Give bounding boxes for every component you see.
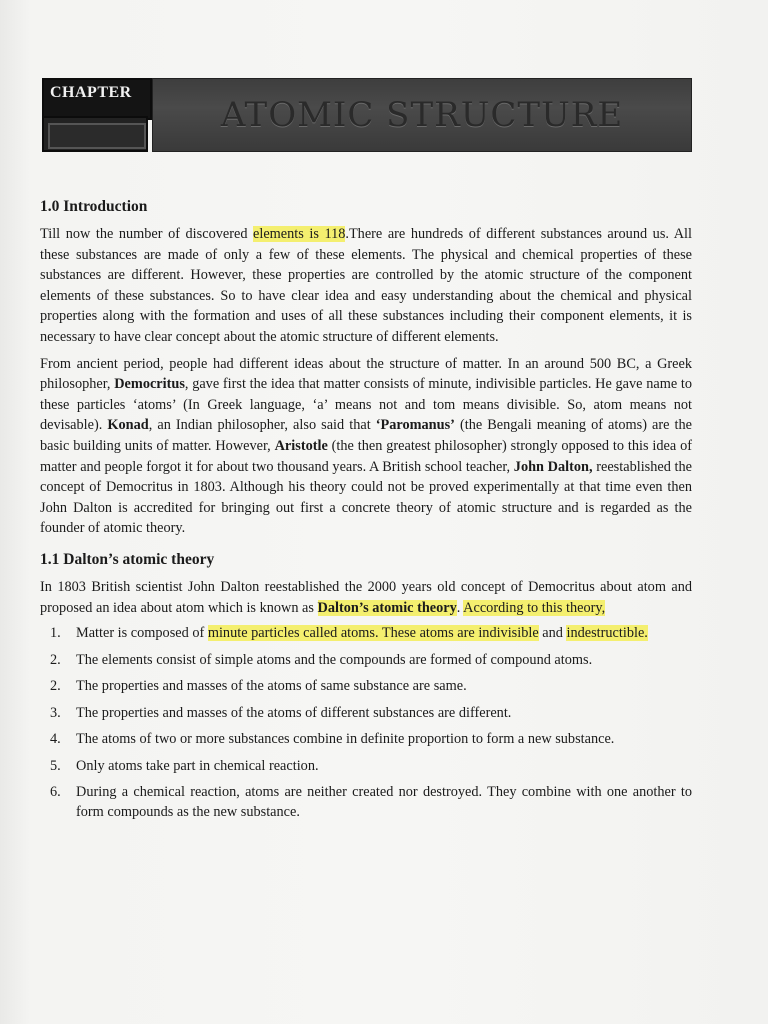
bold-name: Konad: [107, 417, 149, 434]
text-span: (the Bengali meaning of atoms) are the basic building units of matter. However,: [40, 417, 692, 454]
text-span: , gave first the idea that matter consists of minute, indivisible particles. He gave name to these particles ‘atoms’ (In Greek language, ‘a’ means not and tom means divisible. So, atom means not devisable).: [40, 376, 692, 434]
chapter-label: CHAPTER: [50, 84, 132, 101]
section-heading-dalton: 1.1 Dalton’s atomic theory: [40, 550, 215, 568]
text-span: .: [456, 599, 464, 616]
section-heading-introduction: 1.0 Introduction: [40, 198, 148, 215]
intro-paragraph-1: [40, 224, 692, 348]
chapter-title-banner: [152, 78, 692, 152]
list-item: [40, 651, 692, 671]
list-item: [40, 730, 692, 750]
text-span: .There are hundreds of different substances around us. All these substances are made of only a few of these elements. The physical and chemical properties of these substances are different. However, these properties are controlled by the atomic structure of the component elements of these substances. So to have clear idea and easy understanding about the chemical and physical properties along with the formation and uses of all these substances including their component elements, it is necessary to have clear concept about the atomic structure of different elements.: [40, 226, 692, 345]
highlighted-text: indestructible.: [566, 625, 648, 642]
dalton-paragraph: [40, 577, 692, 618]
list-number: 2.: [50, 678, 61, 695]
list-item: [40, 677, 692, 697]
chapter-number-frame: [48, 123, 146, 149]
text-span: , an Indian philosopher, also said that: [148, 417, 376, 434]
list-text: The properties and masses of the atoms of same substance are same.: [76, 678, 467, 695]
text-span: In 1803 British scientist John Dalton reestablished the 2000 years old concept of Democritus about atom and proposed an idea about atom which is known as: [40, 578, 692, 616]
list-item: [40, 624, 692, 644]
bold-name: Democritus: [114, 376, 185, 393]
chapter-title: ATOMIC STRUCTURE: [220, 95, 624, 135]
highlighted-text: elements is 118: [253, 226, 346, 242]
list-number: 2.: [50, 651, 61, 668]
text-span: reestablished the concept of Democritus in 1803. Although his theory could not be proved experimentally at that time even then John Dalton is accredited for bringing out first a concrete theory of atomic structure and is regarded as the founder of atomic theory.: [40, 458, 693, 537]
list-number: 5.: [50, 757, 61, 774]
text-span: and: [538, 625, 567, 642]
page-content: [40, 196, 692, 829]
list-item: [40, 783, 692, 822]
bold-name: Aristotle: [274, 437, 328, 454]
list-number: 3.: [50, 704, 61, 721]
list-text: During a chemical reaction, atoms are neither created nor destroyed. They combine with one another to form compounds as the new substance.: [76, 784, 692, 820]
list-number: 6.: [50, 784, 61, 801]
highlighted-text: Dalton’s atomic theory: [317, 599, 457, 616]
chapter-label-box: [42, 78, 152, 120]
list-text: The properties and masses of the atoms of different substances are different.: [76, 704, 512, 721]
chapter-number-box: [42, 116, 148, 152]
list-number: 1.: [50, 625, 61, 642]
text-span: From ancient period, people had different ideas about the structure of matter. In an around 500 BC, a Greek philosopher,: [40, 355, 692, 393]
list-item: [40, 757, 692, 777]
text-span: (the then greatest philosopher) strongly opposed to this idea of matter and people forgot it for about two thousand years. A British school teacher,: [40, 437, 692, 475]
list-text: Only atoms take part in chemical reaction.: [76, 757, 319, 774]
text-span: Till now the number of discovered: [40, 226, 254, 242]
list-number: 4.: [50, 731, 61, 748]
dalton-postulates-list: [40, 624, 692, 822]
list-text: The elements consist of simple atoms and the compounds are formed of compound atoms.: [76, 651, 593, 668]
text-span: Matter is composed of: [76, 625, 208, 642]
intro-paragraph-2: [40, 354, 692, 539]
list-item: [40, 704, 692, 724]
bold-name: ‘Paromanus’: [375, 417, 455, 434]
bold-name: John Dalton,: [513, 458, 593, 475]
highlighted-text: minute particles called atoms. These atoms are indivisible: [207, 625, 539, 642]
highlighted-text: According to this theory,: [463, 599, 606, 616]
list-text: The atoms of two or more substances combine in definite proportion to form a new substance.: [76, 731, 615, 748]
